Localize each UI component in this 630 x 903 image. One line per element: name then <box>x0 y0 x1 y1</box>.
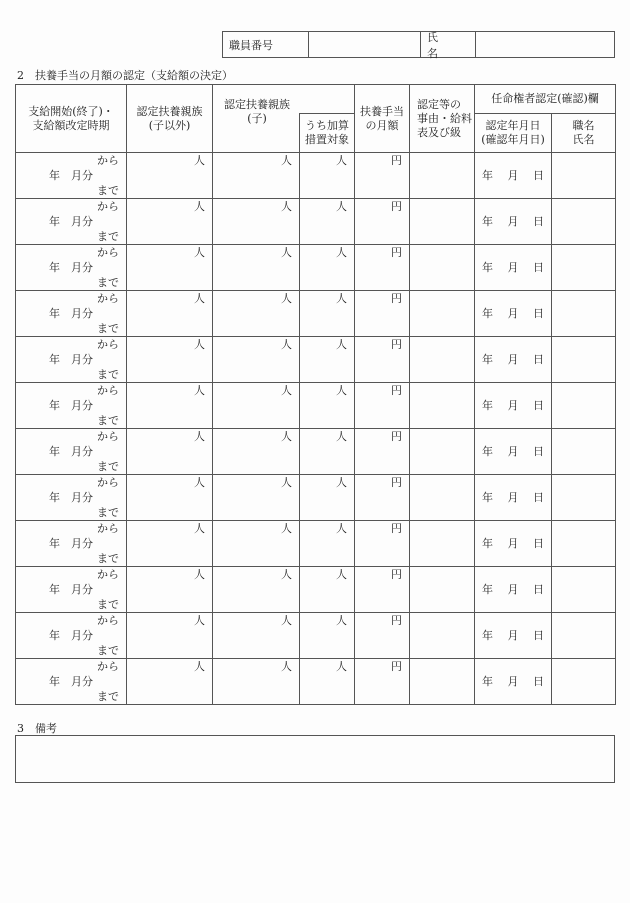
title-name-cell[interactable] <box>552 475 616 521</box>
date-label: 年 月 日 <box>482 582 544 596</box>
table-row <box>16 337 616 383</box>
yen-unit: 円 <box>391 660 402 673</box>
date-label: 年 月 日 <box>482 628 544 642</box>
date-label: 年 月 日 <box>482 352 544 366</box>
additional-cell[interactable] <box>300 613 355 659</box>
title-name-cell[interactable] <box>552 429 616 475</box>
year-month-label: 年 月分 <box>49 583 93 596</box>
date-label: 年 月 日 <box>482 398 544 412</box>
title-name-cell[interactable] <box>552 521 616 567</box>
monthly-amount-cell[interactable] <box>355 567 410 613</box>
col-header-additional-line2: 措置対象 <box>305 133 349 146</box>
dependents-other-cell[interactable] <box>127 245 213 291</box>
person-unit: 人 <box>336 568 347 581</box>
person-unit: 人 <box>194 292 205 305</box>
person-unit: 人 <box>281 338 292 351</box>
person-unit: 人 <box>336 522 347 535</box>
title-name-cell[interactable] <box>552 659 616 705</box>
reason-cell[interactable] <box>410 613 475 659</box>
yen-unit: 円 <box>391 246 402 259</box>
reason-cell[interactable] <box>410 383 475 429</box>
col-header-dependents-other-line2: (子以外) <box>148 118 191 132</box>
reason-cell[interactable] <box>410 337 475 383</box>
col-header-monthly-amount <box>355 85 410 153</box>
col-header-monthly-amount-line2: の月額 <box>365 118 399 132</box>
person-unit: 人 <box>194 338 205 351</box>
table-row <box>16 153 616 199</box>
period-cell[interactable] <box>16 199 127 245</box>
cert-date-cell[interactable] <box>475 521 552 567</box>
cert-date-cell[interactable] <box>475 153 552 199</box>
date-label: 年 月 日 <box>482 260 544 274</box>
table-row <box>16 613 616 659</box>
until-label: まで <box>97 598 119 611</box>
period-cell[interactable] <box>16 245 127 291</box>
reason-cell[interactable] <box>410 429 475 475</box>
year-month-label: 年 月分 <box>49 445 93 458</box>
dependents-other-cell[interactable] <box>127 429 213 475</box>
additional-cell[interactable] <box>300 567 355 613</box>
name-field[interactable] <box>476 32 614 57</box>
from-label: から <box>97 200 119 213</box>
person-unit: 人 <box>336 338 347 351</box>
monthly-amount-cell[interactable] <box>355 383 410 429</box>
title-name-cell[interactable] <box>552 199 616 245</box>
yen-unit: 円 <box>391 476 402 489</box>
yen-unit: 円 <box>391 614 402 627</box>
year-month-label: 年 月分 <box>49 215 93 228</box>
period-cell[interactable] <box>16 291 127 337</box>
col-header-reason-line3: 表及び級 <box>417 125 461 139</box>
name-label: 氏 名 <box>421 32 476 57</box>
employee-number-label: 職員番号 <box>223 32 309 57</box>
date-label: 年 月 日 <box>482 214 544 228</box>
cert-date-cell[interactable] <box>475 475 552 521</box>
dependents-child-cell[interactable] <box>213 291 300 337</box>
person-unit: 人 <box>336 246 347 259</box>
dependents-child-cell[interactable] <box>213 429 300 475</box>
yen-unit: 円 <box>391 384 402 397</box>
dependents-other-cell[interactable] <box>127 337 213 383</box>
person-unit: 人 <box>336 614 347 627</box>
yen-unit: 円 <box>391 292 402 305</box>
yen-unit: 円 <box>391 522 402 535</box>
cert-date-cell[interactable] <box>475 291 552 337</box>
monthly-amount-cell[interactable] <box>355 199 410 245</box>
from-label: から <box>97 384 119 397</box>
person-unit: 人 <box>194 246 205 259</box>
person-unit: 人 <box>194 430 205 443</box>
year-month-label: 年 月分 <box>49 629 93 642</box>
person-unit: 人 <box>281 430 292 443</box>
period-cell[interactable] <box>16 613 127 659</box>
date-label: 年 月 日 <box>482 306 544 320</box>
dependents-other-cell[interactable] <box>127 567 213 613</box>
additional-cell[interactable] <box>300 475 355 521</box>
reason-cell[interactable] <box>410 291 475 337</box>
until-label: まで <box>97 690 119 703</box>
period-cell[interactable] <box>16 521 127 567</box>
dependents-child-cell[interactable] <box>213 199 300 245</box>
monthly-amount-cell[interactable] <box>355 613 410 659</box>
year-month-label: 年 月分 <box>49 491 93 504</box>
additional-cell[interactable] <box>300 429 355 475</box>
person-unit: 人 <box>194 522 205 535</box>
section-3-title: 3 備考 <box>17 722 57 735</box>
title-name-cell[interactable] <box>552 337 616 383</box>
reason-cell[interactable] <box>410 199 475 245</box>
until-label: まで <box>97 460 119 473</box>
table-row <box>16 659 616 705</box>
year-month-label: 年 月分 <box>49 261 93 274</box>
monthly-amount-cell[interactable] <box>355 475 410 521</box>
person-unit: 人 <box>281 568 292 581</box>
from-label: から <box>97 430 119 443</box>
period-cell[interactable] <box>16 153 127 199</box>
from-label: から <box>97 568 119 581</box>
person-unit: 人 <box>336 154 347 167</box>
period-cell[interactable] <box>16 659 127 705</box>
col-header-cert-date <box>475 114 552 153</box>
period-cell[interactable] <box>16 475 127 521</box>
cert-date-cell[interactable] <box>475 613 552 659</box>
year-month-label: 年 月分 <box>49 353 93 366</box>
title-name-cell[interactable] <box>552 567 616 613</box>
cert-date-cell[interactable] <box>475 337 552 383</box>
employee-number-field[interactable] <box>309 32 421 57</box>
title-name-cell[interactable] <box>552 245 616 291</box>
additional-cell[interactable] <box>300 291 355 337</box>
person-unit: 人 <box>194 384 205 397</box>
from-label: から <box>97 614 119 627</box>
until-label: まで <box>97 644 119 657</box>
cert-date-cell[interactable] <box>475 429 552 475</box>
dependent-allowance-table <box>15 84 616 705</box>
col-header-additional <box>300 114 355 153</box>
dependents-other-cell[interactable] <box>127 153 213 199</box>
dependents-other-cell[interactable] <box>127 659 213 705</box>
person-unit: 人 <box>281 200 292 213</box>
additional-cell[interactable] <box>300 199 355 245</box>
col-header-reason <box>410 85 475 153</box>
until-label: まで <box>97 322 119 335</box>
col-header-cert-date-line2: (確認年月日) <box>481 133 545 146</box>
period-cell[interactable] <box>16 429 127 475</box>
from-label: から <box>97 154 119 167</box>
dependents-other-cell[interactable] <box>127 291 213 337</box>
person-unit: 人 <box>194 154 205 167</box>
from-label: から <box>97 660 119 673</box>
yen-unit: 円 <box>391 154 402 167</box>
person-unit: 人 <box>336 200 347 213</box>
until-label: まで <box>97 414 119 427</box>
title-name-cell[interactable] <box>552 383 616 429</box>
section-2-title: 2 扶養手当の月額の認定（支給額の決定） <box>17 69 233 82</box>
title-name-cell[interactable] <box>552 153 616 199</box>
person-unit: 人 <box>336 384 347 397</box>
additional-cell[interactable] <box>300 659 355 705</box>
monthly-amount-cell[interactable] <box>355 429 410 475</box>
additional-cell[interactable] <box>300 245 355 291</box>
cert-date-cell[interactable] <box>475 245 552 291</box>
date-label: 年 月 日 <box>482 168 544 182</box>
col-header-period-line1: 支給開始(終了)・ <box>28 104 114 118</box>
reason-cell[interactable] <box>410 153 475 199</box>
reason-cell[interactable] <box>410 659 475 705</box>
until-label: まで <box>97 368 119 381</box>
col-header-dependents-child <box>213 85 355 125</box>
reason-cell[interactable] <box>410 475 475 521</box>
person-unit: 人 <box>281 384 292 397</box>
monthly-amount-cell[interactable] <box>355 153 410 199</box>
from-label: から <box>97 246 119 259</box>
from-label: から <box>97 476 119 489</box>
year-month-label: 年 月分 <box>49 399 93 412</box>
person-unit: 人 <box>194 568 205 581</box>
table-row <box>16 429 616 475</box>
reason-cell[interactable] <box>410 245 475 291</box>
person-unit: 人 <box>281 476 292 489</box>
person-unit: 人 <box>194 476 205 489</box>
dependents-child-cell[interactable] <box>213 245 300 291</box>
year-month-label: 年 月分 <box>49 537 93 550</box>
col-header-dependents-other-line1: 認定扶養親族 <box>136 104 203 118</box>
additional-cell[interactable] <box>300 383 355 429</box>
until-label: まで <box>97 276 119 289</box>
monthly-amount-cell[interactable] <box>355 659 410 705</box>
period-cell[interactable] <box>16 567 127 613</box>
period-cell[interactable] <box>16 383 127 429</box>
cert-date-cell[interactable] <box>475 383 552 429</box>
person-unit: 人 <box>194 200 205 213</box>
period-cell[interactable] <box>16 337 127 383</box>
employee-id-table <box>222 31 615 58</box>
monthly-amount-cell[interactable] <box>355 245 410 291</box>
yen-unit: 円 <box>391 430 402 443</box>
person-unit: 人 <box>194 614 205 627</box>
yen-unit: 円 <box>391 200 402 213</box>
col-header-monthly-amount-line1: 扶養手当 <box>360 104 404 118</box>
table-row <box>16 475 616 521</box>
dependents-other-cell[interactable] <box>127 199 213 245</box>
col-header-period <box>16 85 127 153</box>
title-name-cell[interactable] <box>552 613 616 659</box>
col-header-dependents-child-line1: 認定扶養親族 <box>224 98 290 111</box>
table-row <box>16 521 616 567</box>
col-header-additional-line1: うち加算 <box>305 119 349 132</box>
date-label: 年 月 日 <box>482 490 544 504</box>
remarks-field[interactable] <box>15 735 615 783</box>
monthly-amount-cell[interactable] <box>355 337 410 383</box>
person-unit: 人 <box>281 246 292 259</box>
table-row <box>16 383 616 429</box>
person-unit: 人 <box>336 292 347 305</box>
col-header-title-name <box>552 114 616 153</box>
year-month-label: 年 月分 <box>49 307 93 320</box>
dependents-other-cell[interactable] <box>127 613 213 659</box>
dependents-other-cell[interactable] <box>127 383 213 429</box>
dependents-child-cell[interactable] <box>213 659 300 705</box>
year-month-label: 年 月分 <box>49 169 93 182</box>
person-unit: 人 <box>336 430 347 443</box>
from-label: から <box>97 338 119 351</box>
from-label: から <box>97 292 119 305</box>
table-row <box>16 199 616 245</box>
dependents-other-cell[interactable] <box>127 475 213 521</box>
cert-date-cell[interactable] <box>475 199 552 245</box>
cert-date-cell[interactable] <box>475 567 552 613</box>
col-header-title-name-line2: 氏名 <box>572 133 595 146</box>
until-label: まで <box>97 552 119 565</box>
year-month-label: 年 月分 <box>49 675 93 688</box>
person-unit: 人 <box>336 476 347 489</box>
table-row <box>16 567 616 613</box>
table-row <box>16 245 616 291</box>
col-header-dependents-other <box>127 85 213 153</box>
table-row <box>16 291 616 337</box>
additional-cell[interactable] <box>300 153 355 199</box>
additional-cell[interactable] <box>300 521 355 567</box>
yen-unit: 円 <box>391 338 402 351</box>
person-unit: 人 <box>336 660 347 673</box>
col-header-cert-date-line1: 認定年月日 <box>485 119 541 132</box>
col-header-dependents-child-line2: (子) <box>247 112 267 125</box>
person-unit: 人 <box>281 660 292 673</box>
until-label: まで <box>97 230 119 243</box>
person-unit: 人 <box>281 522 292 535</box>
date-label: 年 月 日 <box>482 674 544 688</box>
person-unit: 人 <box>281 154 292 167</box>
dependents-child-cell[interactable] <box>213 613 300 659</box>
col-header-reason-line1: 認定等の <box>417 97 461 111</box>
dependents-child-cell[interactable] <box>213 521 300 567</box>
date-label: 年 月 日 <box>482 536 544 550</box>
person-unit: 人 <box>281 614 292 627</box>
dependents-other-cell[interactable] <box>127 521 213 567</box>
col-header-appointer-group: 任命権者認定(確認)欄 <box>475 85 616 114</box>
dependents-child-cell[interactable] <box>213 153 300 199</box>
monthly-amount-cell[interactable] <box>355 291 410 337</box>
reason-cell[interactable] <box>410 521 475 567</box>
person-unit: 人 <box>194 660 205 673</box>
dependents-child-cell[interactable] <box>213 475 300 521</box>
col-header-reason-line2: 事由・給料 <box>417 111 472 125</box>
cert-date-cell[interactable] <box>475 659 552 705</box>
col-header-period-line2: 支給額改定時期 <box>32 118 110 132</box>
dependents-child-cell[interactable] <box>213 337 300 383</box>
until-label: まで <box>97 506 119 519</box>
until-label: まで <box>97 184 119 197</box>
reason-cell[interactable] <box>410 567 475 613</box>
from-label: から <box>97 522 119 535</box>
additional-cell[interactable] <box>300 337 355 383</box>
dependents-child-cell[interactable] <box>213 567 300 613</box>
col-header-title-name-line1: 職名 <box>572 119 595 132</box>
yen-unit: 円 <box>391 568 402 581</box>
monthly-amount-cell[interactable] <box>355 521 410 567</box>
person-unit: 人 <box>281 292 292 305</box>
dependents-child-cell[interactable] <box>213 383 300 429</box>
date-label: 年 月 日 <box>482 444 544 458</box>
title-name-cell[interactable] <box>552 291 616 337</box>
